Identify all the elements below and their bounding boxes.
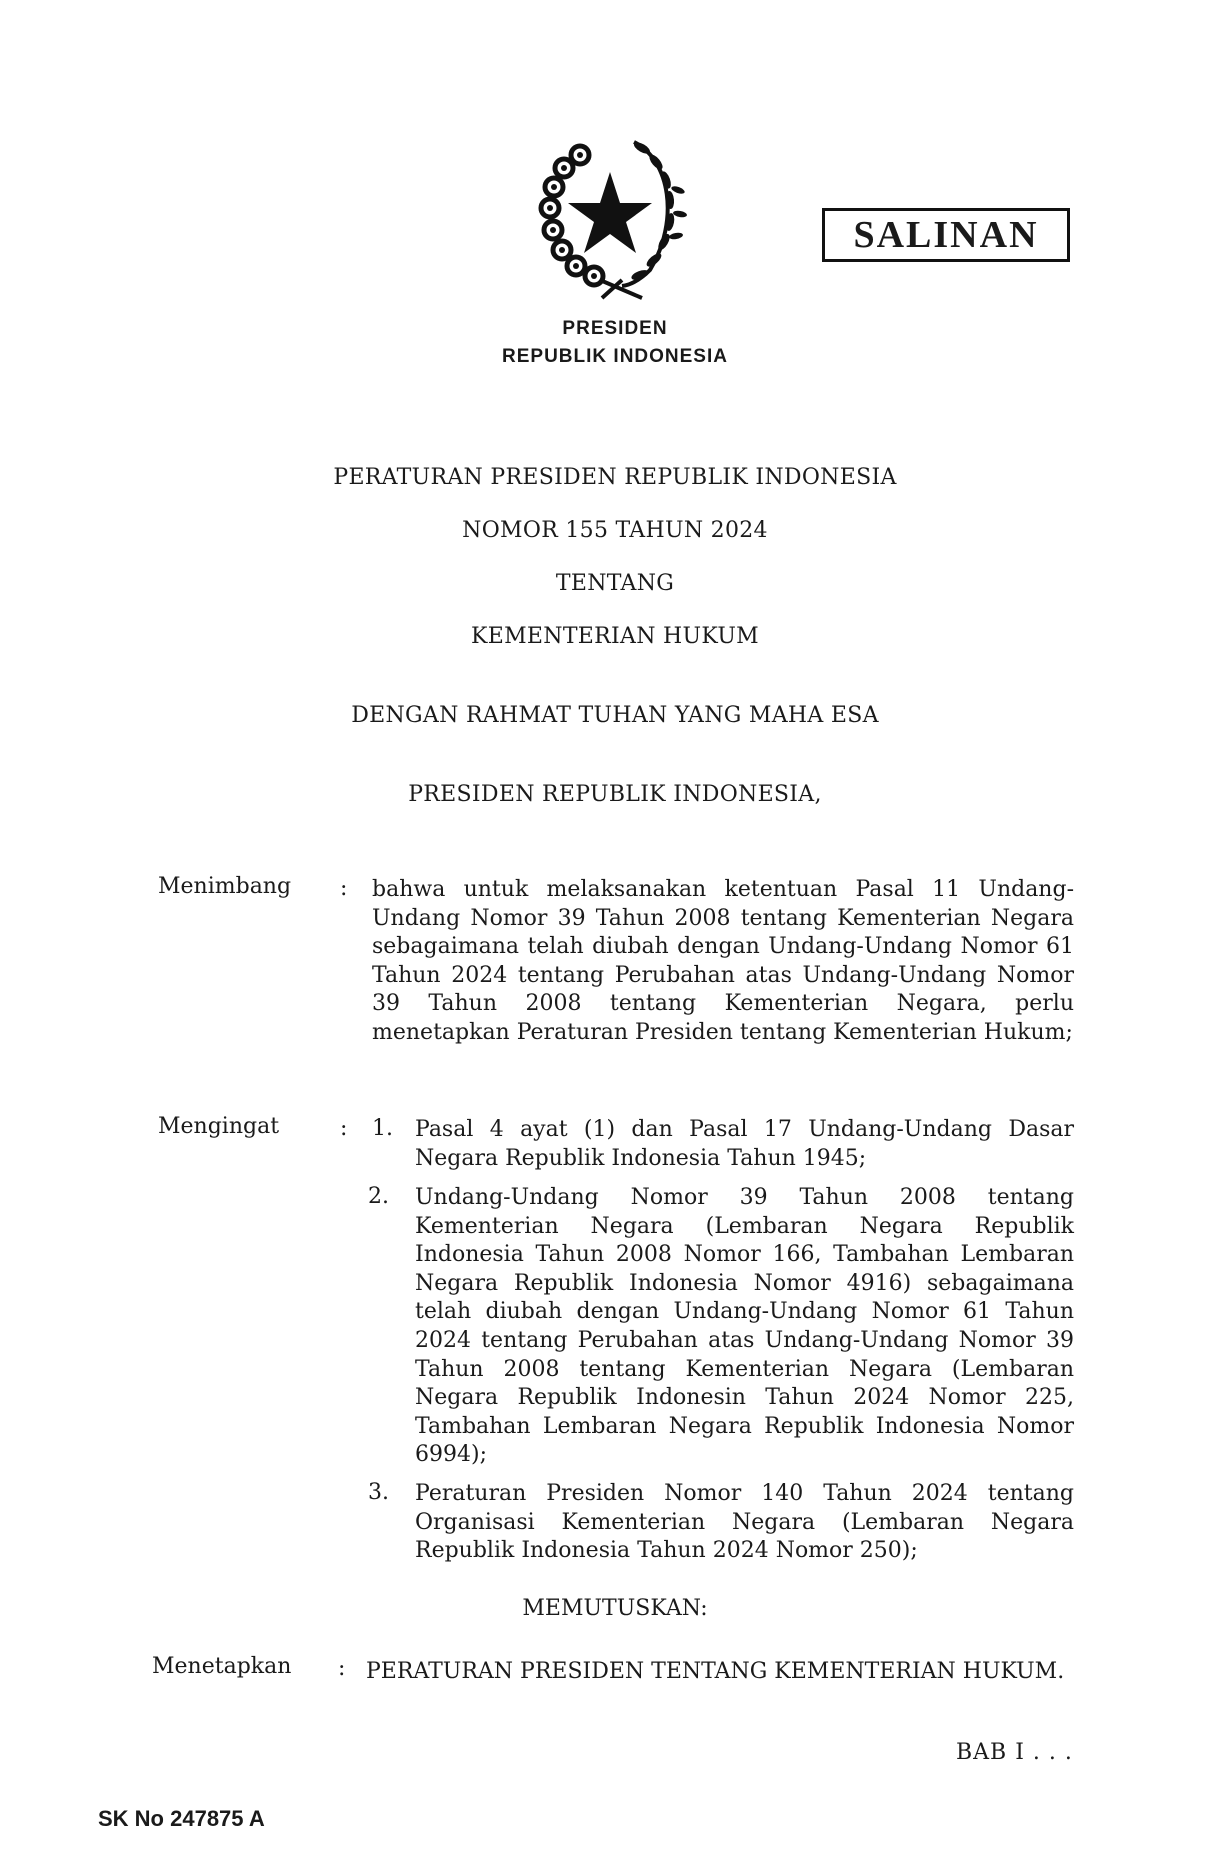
document-number-footer: SK No 247875 A	[98, 1806, 265, 1831]
mengingat-item-text: Peraturan Presiden Nomor 140 Tahun 2024 tentang Organisasi Kementerian Negara (Lembaran Negara Republik Indonesia Tahun 2024 Nomor 250);	[415, 1481, 1074, 1564]
menetapkan-text: PERATURAN PRESIDEN TENTANG KEMENTERIAN HUKUM.	[366, 1659, 1065, 1684]
menetapkan-colon: :	[338, 1656, 346, 1681]
presidential-emblem-icon	[530, 130, 690, 310]
header-presiden: PRESIDEN	[562, 318, 668, 339]
salinan-stamp: SALINAN	[822, 208, 1070, 262]
menimbang-text: bahwa untuk melaksanakan ketentuan Pasal 11 Undang-Undang Nomor 39 Tahun 2008 tentang Kementerian Negara sebagaimana telah diubah dengan Undang-Undang Nomor 61 Tahun 2024 tentang Perubahan atas Undang-Undang Nomor 39 Tahun 2008 tentang Kementerian Negara, perlu menetapkan Peraturan Presiden tentang Kementerian Hukum;	[372, 877, 1074, 1045]
memutuskan-text: MEMUTUSKAN:	[522, 1596, 708, 1621]
mengingat-label: Mengingat	[158, 1114, 280, 1139]
regulation-title: PERATURAN PRESIDEN REPUBLIK INDONESIA	[333, 465, 897, 490]
mengingat-item-number: 1.	[372, 1116, 393, 1141]
mengingat-item-text: Pasal 4 ayat (1) dan Pasal 17 Undang-Undang Dasar Negara Republik Indonesia Tahun 1945;	[415, 1117, 1074, 1171]
mengingat-colon: :	[340, 1116, 348, 1141]
menimbang-label: Menimbang	[158, 874, 292, 899]
next-page-marker: BAB I . . .	[956, 1740, 1073, 1765]
header-republik-indonesia: REPUBLIK INDONESIA	[502, 346, 728, 367]
mengingat-item-number: 2.	[368, 1184, 389, 1209]
mengingat-item-number: 3.	[368, 1480, 389, 1505]
regulation-tentang: TENTANG	[555, 571, 675, 596]
menimbang-colon: :	[340, 876, 348, 901]
preamble-invocation: DENGAN RAHMAT TUHAN YANG MAHA ESA	[351, 703, 879, 728]
regulation-subject: KEMENTERIAN HUKUM	[471, 624, 759, 649]
memutuskan-heading	[0, 1596, 1230, 1621]
mengingat-item-text: Undang-Undang Nomor 39 Tahun 2008 tentang Kementerian Negara (Lembaran Negara Republik Indonesia Tahun 2008 Nomor 166, Tambahan Lembaran Negara Republik Indonesia Nomor 4916) sebagaimana telah diubah dengan Undang-Undang Nomor 61 Tahun 2024 tentang Perubahan atas Undang-Undang Nomor 39 Tahun 2008 tentang Kementerian Negara (Lembaran Negara Republik Indonesin Tahun 2024 Nomor 225, Tambahan Lembaran Negara Republik Indonesia Nomor 6994);	[415, 1185, 1074, 1468]
regulation-number: NOMOR 155 TAHUN 2024	[462, 518, 768, 543]
menetapkan-label: Menetapkan	[152, 1654, 292, 1679]
preamble-president: PRESIDEN REPUBLIK INDONESIA,	[408, 782, 822, 807]
